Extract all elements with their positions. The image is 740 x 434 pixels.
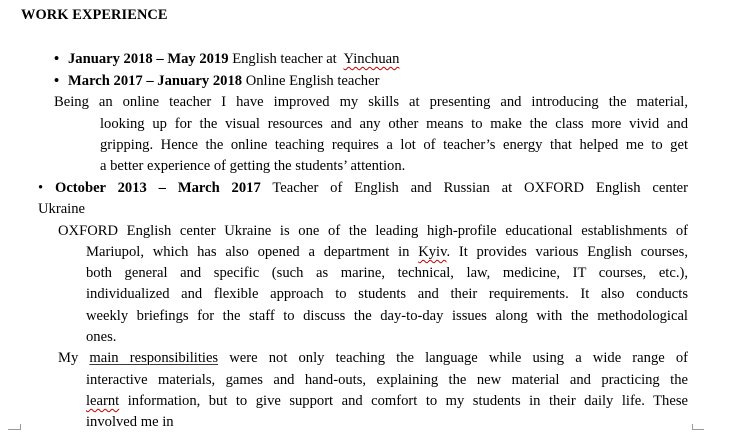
paragraph-text: were not only teaching the language while using a wide range of <box>229 350 689 366</box>
spellcheck-word: Kyiv <box>418 244 447 260</box>
paragraph-line: involved me in <box>86 414 174 430</box>
paragraph-line: gripping. Hence the online teaching requires a lot of teacher’s energy that helped me to get <box>100 137 688 153</box>
bullet-marker: • <box>54 51 60 67</box>
paragraph-line: looking up for the visual resources and any other means to make the class more vivid and <box>100 116 688 132</box>
job-role: English teacher at <box>232 51 337 67</box>
paragraph-line: a better experience of getting the students’ attention. <box>100 158 406 174</box>
job-employer: Yinchuan <box>343 51 400 67</box>
paragraph-line <box>86 391 688 411</box>
bullet-marker: • <box>54 73 60 89</box>
paragraph-line: individualized and flexible approach to students and their requirements. It also conducts <box>86 286 688 302</box>
paragraph-line: interactive materials, games and hand-outs, explaining the new material and practicing the <box>86 372 688 388</box>
margin-crop-mark <box>692 429 704 430</box>
job-dates: March 2017 – January 2018 <box>68 73 243 89</box>
paragraph-text: . It provides various English courses, <box>446 244 688 260</box>
paragraph-line <box>86 242 688 262</box>
bullet-marker: • <box>38 180 44 196</box>
spellcheck-word: learnt <box>86 393 120 409</box>
paragraph-line: both general and specific (such as marine, technical, law, medicine, IT courses, etc.), <box>86 265 688 281</box>
margin-crop-mark <box>8 429 20 430</box>
paragraph-line: weekly briefings for the staff to discuss the day-to-day issues along with the methodological <box>86 308 688 324</box>
paragraph-line: Being an online teacher I have improved my skills at presenting and introducing the material, <box>54 94 688 110</box>
section-title: WORK EXPERIENCE <box>21 7 168 23</box>
paragraph-line: ones. <box>86 329 117 345</box>
grammar-flagged-phrase: main responsibilities <box>89 350 219 366</box>
job-role: Online English teacher <box>245 73 380 89</box>
paragraph-line: OXFORD English center Ukraine is one of the leading high-profile educational establishments of <box>58 223 688 239</box>
list-item <box>38 178 688 198</box>
paragraph-text: My <box>58 350 79 366</box>
list-item <box>54 49 399 69</box>
paragraph-text: Mariupol, which has also opened a department in <box>86 244 410 260</box>
job-dates: October 2013 – March 2017 <box>54 180 261 196</box>
job-role-continuation: Ukraine <box>38 201 86 217</box>
list-item <box>54 71 379 91</box>
job-dates: January 2018 – May 2019 <box>68 51 229 67</box>
job-role: Teacher of English and Russian at OXFORD English center <box>272 180 689 196</box>
paragraph-text: information, but to give support and comfort to my students in their daily life. These <box>127 393 688 409</box>
paragraph-line <box>58 348 688 368</box>
